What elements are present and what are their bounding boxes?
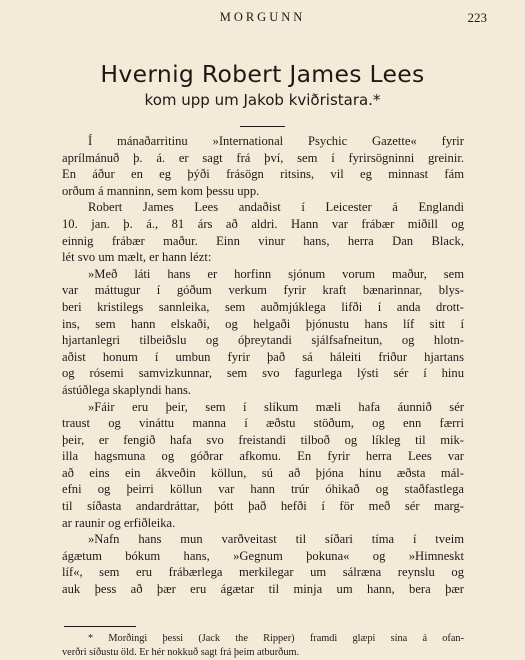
text-line: orðum á manninn, sem kom þessu upp. — [62, 183, 260, 198]
text-line: ins, sem hann elskaði, og helgaði þjónustu hans líf sitt í — [62, 316, 464, 331]
footnote-line: * Morðingi þessi (Jack the Ripper) framdi glæpi sína á ofan- — [88, 633, 464, 644]
text-line: Í mánaðarritinu »International Psychic Gazette« fyrir — [88, 134, 464, 148]
text-line: til síðasta andardráttar, þótt það hefði í för með sér marg- — [62, 499, 464, 514]
text-line: En áður en eg þýði frásögn ritsins, vil eg minnast fám — [62, 167, 464, 182]
text-line: beri kristilegs sannleika, sem auðmjúklega lifði í anda drott- — [62, 299, 464, 314]
footnote — [62, 632, 464, 659]
text-line: traust og vináttu manna í æðstu stöðum, og enn færri — [62, 416, 464, 431]
text-line: Robert James Lees andaðist í Leicester á Englandi — [88, 200, 464, 215]
article-body — [62, 133, 464, 598]
text-line: líf«, sem eru frábærlega merkilegar um sálræna reynslu og — [62, 565, 464, 580]
footnote-divider — [64, 626, 136, 627]
text-line: 10. jan. þ. á., 81 árs að aldri. Hann var frábær miðill og — [62, 216, 464, 231]
text-line: lét svo um mælt, er hann lézt: — [62, 250, 212, 265]
footnote-line: verðri síðustu öld. Er hér nokkuð sagt frá þeim atburðum. — [62, 646, 300, 658]
text-line: ar raunir og erfiðleika. — [62, 515, 176, 530]
title-divider — [240, 126, 285, 127]
text-line: þeir, er fengið hafa svo freistandi tilboð og líkleg til mik- — [62, 432, 464, 447]
text-line: aðist honum í umbun fyrir það sá háleiti friður hjartans — [62, 349, 464, 364]
text-line: að eins ein ákveðin köllun, sú að þjóna hinu æðsta mál- — [62, 465, 464, 480]
article-title: Hvernig Robert James Lees — [100, 60, 425, 88]
text-line: illa hagsmuna og góðrar afkomu. En fyrir herra Lees var — [62, 449, 464, 464]
text-line: efni og þeirri köllun var hann trúr óhikað og staðfastlega — [62, 482, 464, 497]
text-line: aprílmánuð þ. á. er sagt frá því, sem í fyrirsögninni greinir. — [62, 150, 464, 165]
text-line: ástúðlega skaplyndi hans. — [62, 382, 192, 397]
text-line: »Nafn hans mun varðveitast til síðari tíma í tveim — [88, 532, 464, 547]
text-line: og rósemi samvizkunnar, sem svo fagurlega lýsti sér í hinu — [62, 366, 464, 381]
text-line: »Með láti hans er horfinn sjónum vorum maður, sem — [88, 266, 464, 281]
text-line: »Fáir eru þeir, sem í slíkum mæli hafa áunnið sér — [88, 399, 464, 414]
text-line: var máttugur í góðum verkum fyrir kraft bænarinnar, blys- — [62, 283, 464, 298]
text-line: ágætum bókum hans, »Gegnum þokuna« og »Himneskt — [62, 548, 464, 563]
text-line: auk þess að þær eru ágætar til minja um hann, bera þær — [62, 582, 464, 597]
article-subtitle: kom upp um Jakob kviðristara.* — [144, 91, 381, 109]
text-line: hjartanlegri tilbeiðslu og óþreytandi sjálfsafneitun, og hlotn- — [62, 333, 464, 348]
text-line: einnig frábær maður. Einn vinur hans, herra Dan Black, — [62, 233, 464, 248]
running-head: MORGUNN — [219, 10, 306, 24]
page-header — [0, 10, 525, 28]
page-number: 223 — [467, 10, 487, 25]
